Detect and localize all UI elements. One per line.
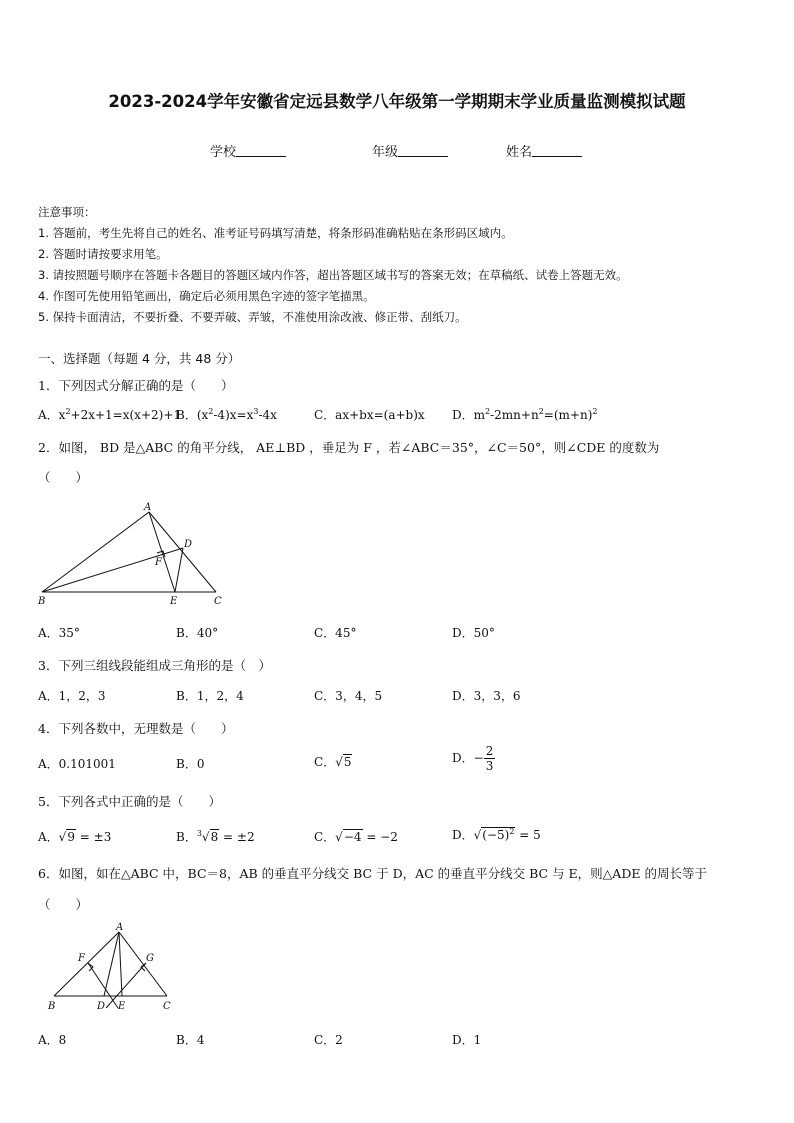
figure-label-d: D	[97, 1001, 106, 1012]
question-6-option-d[interactable]: D．1	[452, 1033, 482, 1047]
question-6-figure	[44, 918, 184, 1014]
question-3-option-d[interactable]: D．3，3，6	[452, 689, 521, 703]
note-item: 4. 作图可先使用铅笔画出，确定后必须用黑色字迹的签字笔描黑。	[38, 289, 375, 303]
question-4-option-d[interactable]: D．− $\frac{2}{3}$	[452, 744, 494, 773]
question-2-option-d[interactable]: D．50°	[452, 626, 495, 640]
grade-field[interactable]	[372, 141, 448, 160]
question-5-option-a[interactable]: A．√9 = ±3	[38, 830, 112, 844]
figure-label-g: G	[146, 953, 154, 964]
question-1-stem: 1．下列因式分解正确的是（ ）	[38, 378, 234, 393]
figure-label-e: E	[170, 596, 178, 607]
question-5-stem: 5．下列各式中正确的是（ ）	[38, 794, 221, 809]
question-5-option-d[interactable]: D．$√(-5)^2 = 5$	[452, 827, 541, 842]
section-heading: 一、选择题（每题 4 分，共 48 分）	[38, 351, 241, 366]
question-6-option-a[interactable]: A．8	[38, 1033, 67, 1047]
question-1-option-c[interactable]: C．ax+bx=(a+b)x	[314, 408, 425, 422]
figure-label-a: A	[144, 502, 152, 513]
question-2-stem: 2．如图， BD 是△ABC 的角平分线， AE⊥BD ，垂足为 F ，若∠ABC＝35°，∠C＝50°，则∠CDE 的度数为	[38, 440, 660, 455]
question-6-paren: （ ）	[38, 897, 89, 912]
question-6-option-c[interactable]: C．2	[314, 1033, 343, 1047]
figure-label-c: C	[214, 596, 222, 607]
figure-label-c: C	[163, 1001, 171, 1012]
note-item: 1. 答题前，考生先将自己的姓名、准考证号码填写清楚，将条形码准确粘贴在条形码区域内。	[38, 226, 513, 240]
note-item: 3. 请按照题号顺序在答题卡各题目的答题区域内作答，超出答题区域书写的答案无效；在草稿纸、试卷上答题无效。	[38, 268, 628, 282]
question-3-stem: 3．下列三组线段能组成三角形的是（ ）	[38, 658, 271, 673]
question-6-stem: 6．如图，如在△ABC 中，BC＝8，AB 的垂直平分线交 BC 于 D，AC 的垂直平分线交 BC 与 E，则△ADE 的周长等于	[38, 866, 707, 881]
question-3-option-a[interactable]: A．1，2，3	[38, 689, 106, 703]
question-4-option-b[interactable]: B．0	[176, 757, 205, 771]
note-item: 2. 答题时请按要求用笔。	[38, 247, 168, 261]
figure-label-f: F	[155, 557, 162, 568]
question-5-option-b[interactable]: B．$^3$√8 = ±2	[176, 829, 255, 844]
notes-heading: 注意事项：	[38, 205, 96, 219]
question-4-stem: 4．下列各数中，无理数是（ ）	[38, 721, 234, 736]
school-field[interactable]	[210, 141, 286, 160]
figure-label-b: B	[38, 596, 46, 607]
figure-label-a: A	[116, 922, 124, 933]
figure-label-b: B	[48, 1001, 56, 1012]
question-6-option-b[interactable]: B．4	[176, 1033, 205, 1047]
name-label: 姓名	[506, 145, 533, 160]
question-1-option-d[interactable]: D．$m^2-2mn+n^2=(m+n)^2$	[452, 407, 598, 422]
note-item: 5. 保持卡面清洁，不要折叠、不要弄破、弄皱，不准使用涂改液、修正带、刮纸刀。	[38, 310, 467, 324]
grade-label: 年级	[372, 145, 399, 160]
figure-label-f: F	[78, 953, 85, 964]
school-label: 学校	[210, 145, 237, 160]
question-2-option-a[interactable]: A．35°	[38, 626, 80, 640]
figure-label-d: D	[184, 539, 193, 550]
question-1-option-b[interactable]: B．$(x^2-4)x=x^3-4x$	[176, 407, 277, 422]
page-title: 2023-2024学年安徽省定远县数学八年级第一学期期末学业质量监测模拟试题	[108, 92, 686, 111]
question-4-option-a[interactable]: A．0.101001	[38, 757, 116, 771]
question-4-option-c[interactable]: C．√5	[314, 755, 352, 769]
question-2-option-c[interactable]: C．45°	[314, 626, 357, 640]
question-1-option-a[interactable]: A．$x^2+2x+1=x(x+2)+1$	[38, 407, 182, 422]
question-2-figure	[36, 500, 226, 610]
question-3-option-c[interactable]: C．3，4，5	[314, 689, 383, 703]
question-2-option-b[interactable]: B．40°	[176, 626, 219, 640]
question-2-paren: （ ）	[38, 470, 89, 485]
name-field[interactable]	[506, 141, 582, 160]
figure-label-e: E	[118, 1001, 126, 1012]
question-3-option-b[interactable]: B．1，2，4	[176, 689, 244, 703]
question-5-option-c[interactable]: C．√−4 = −2	[314, 830, 398, 844]
